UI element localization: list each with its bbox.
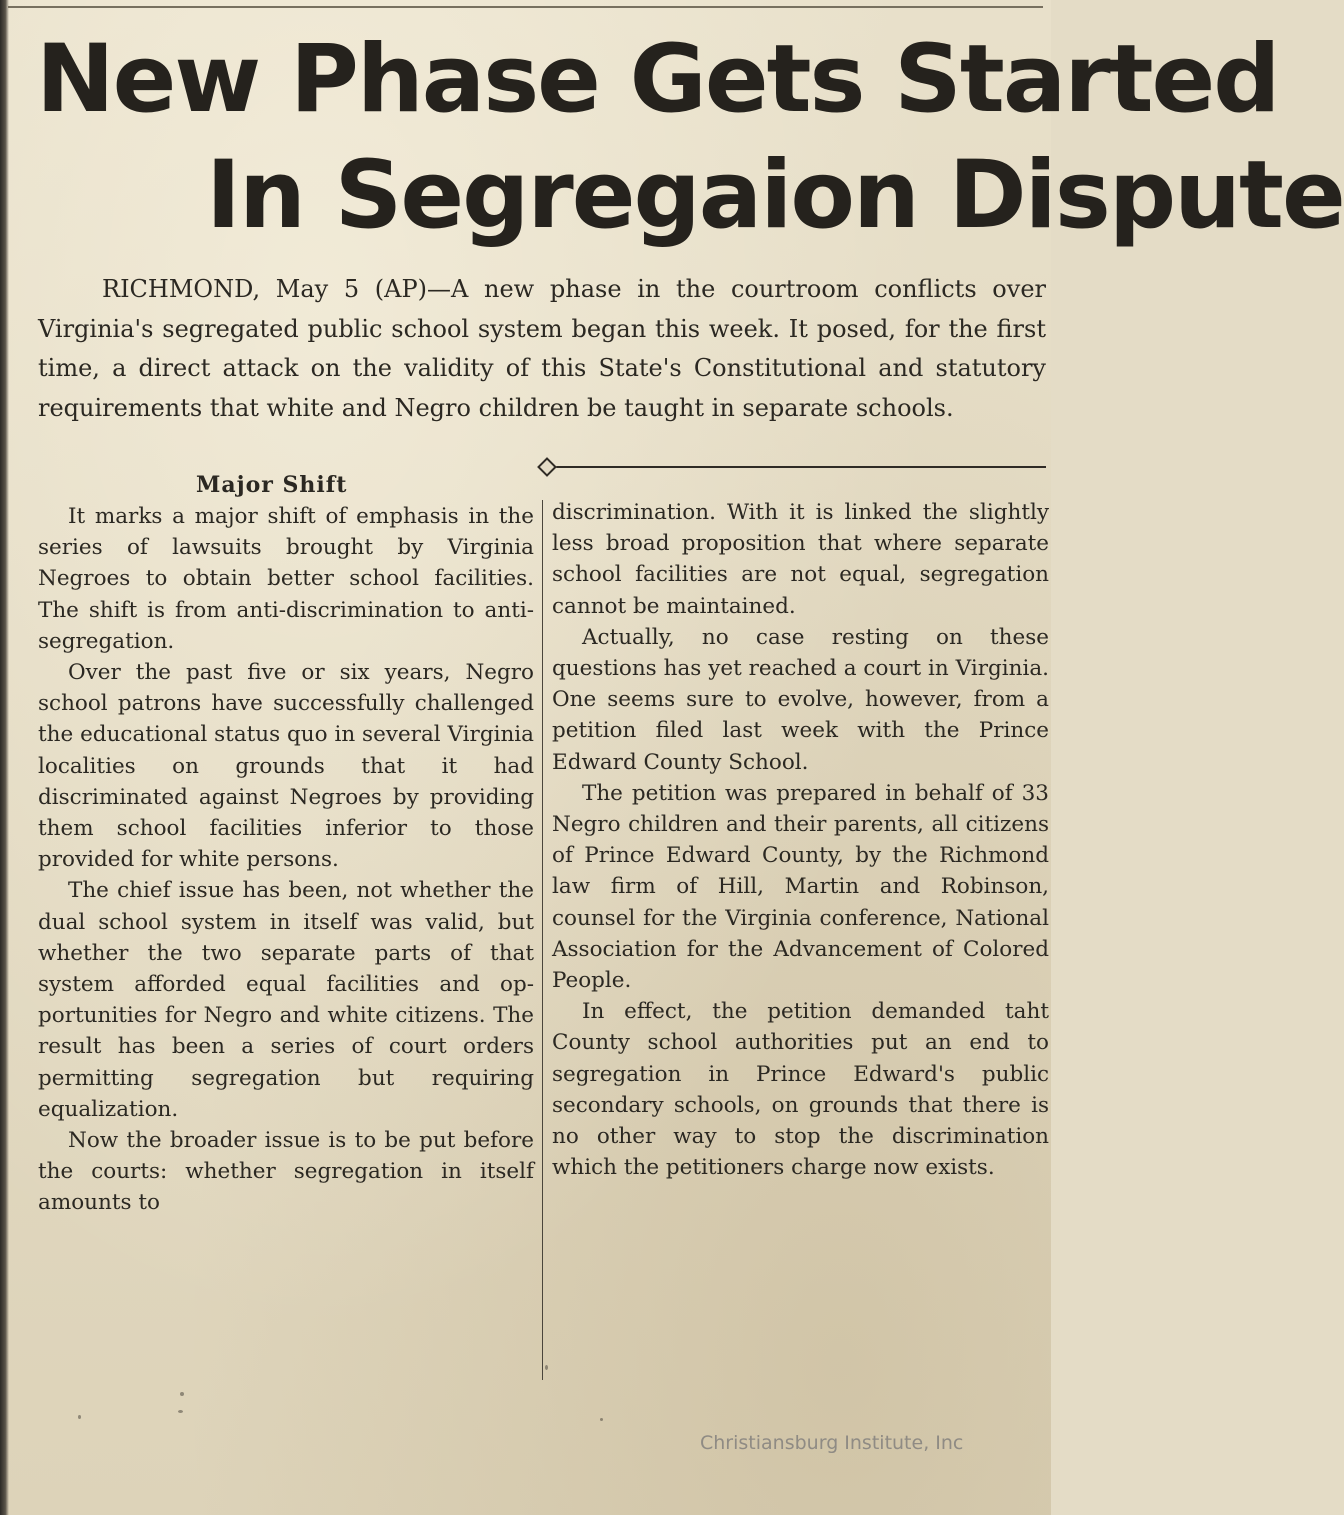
watermark: Christiansburg Institute, Inc — [700, 1432, 964, 1454]
subhead: Major Shift — [196, 472, 348, 498]
right-paragraph-1: Actually, no case resting on these questions has yet reached a court in Virginia. One seems sure to evolve, however, from a petition filed last week with the Prince Edward County School. — [552, 624, 1049, 775]
headline-line-1: New Phase Gets Started — [36, 25, 1279, 134]
print-speck — [545, 1365, 548, 1370]
column-divider-rule — [546, 466, 1046, 468]
print-speck — [180, 1392, 184, 1396]
scan-edge-shadow — [0, 0, 9, 1515]
lead-paragraph: RICHMOND, May 5 (AP)—A new phase in the courtroom conflicts over Virginia's segregated public school system began this week. It posed, for the first time, a direct attack on the validity of this State's Constitutional and statutory requirements that white and Negro children be taught in separate schools. — [38, 275, 1046, 422]
print-speck — [78, 1415, 81, 1419]
divider-ornament — [537, 457, 557, 477]
top-rule — [8, 6, 1043, 8]
right-paragraph-2: The petition was prepared in behalf of 33 Negro children and their parents, all citizens of Prince Edward County, by the Richmond law firm of Hill, Martin and Robinson, counsel for the Virginia conference, National Association for the Advancement of Colored People. — [552, 780, 1049, 994]
column-rule — [542, 500, 543, 1380]
print-speck — [178, 1410, 183, 1413]
left-paragraph-4: Now the broader issue is to be put before the courts: whether segregation in itself amounts to — [38, 1128, 534, 1216]
left-paragraph-1: It marks a major shift of emphasis in the series of lawsuits brought by Virginia Negroes to obtain better school facilities. The shift is from anti-discrimination to anti-segregation. — [38, 504, 534, 654]
right-column — [552, 497, 1049, 1183]
left-paragraph-2: Over the past five or six years, Negro school patrons have successfully challenged the educational status quo in several Virginia localities on grounds that it had discriminated against Negroes by providing them school facilities inferior to those provided for white persons. — [38, 660, 534, 873]
headline-line-2: In Segregaion Dispute — [206, 141, 1344, 250]
left-paragraph-3: The chief issue has been, not whether the dual school system in itself was valid, but whether the two separate parts of that system afforded equal facilities and opportunities for Negro and white citizens. The result has been a series of court orders permitting segregation but requiring equalization. — [38, 878, 534, 1122]
left-column — [38, 501, 534, 1219]
right-paragraph-3: In effect, the petition demanded taht County school authorities put an end to segregation in Prince Edward's public secondary schools, on grounds that there is no other way to stop the discrimination which the petitioners charge now exists. — [552, 999, 1049, 1181]
right-continuation: discrimination. With it is linked the slightly less broad proposition that where separate school facilities are not equal, segregation cannot be maintained. — [552, 500, 1049, 619]
headline — [30, 22, 1344, 254]
print-speck — [600, 1418, 603, 1421]
